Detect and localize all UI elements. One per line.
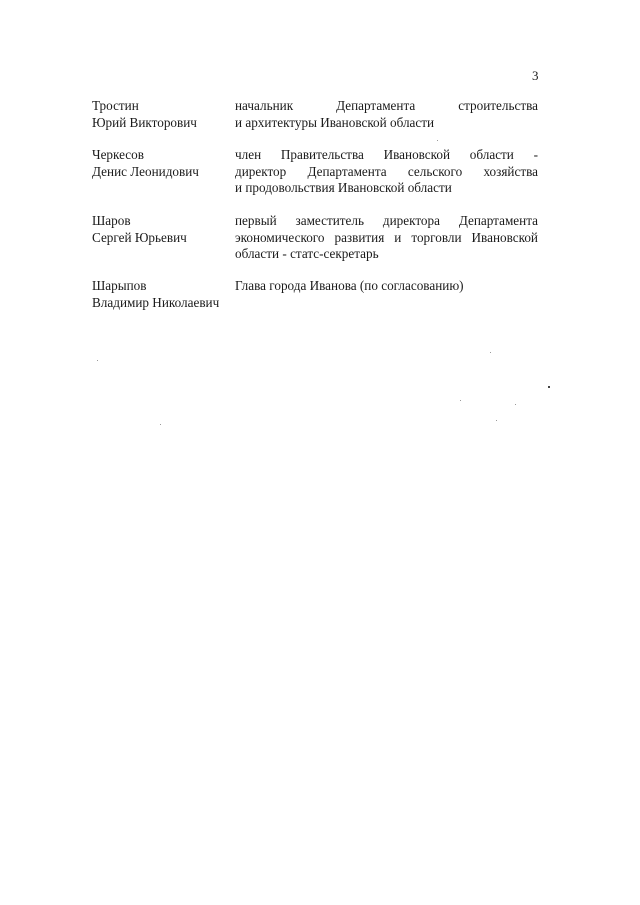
- role-line: и продовольствия Ивановской области: [235, 180, 452, 195]
- scan-speck: [548, 386, 550, 388]
- scan-speck: [160, 424, 161, 425]
- role-line: экономического развития и торговли Ивановской: [235, 229, 538, 245]
- scan-speck: [97, 360, 98, 361]
- member-role: [235, 147, 538, 197]
- role-line: Глава города Иванова (по согласованию): [235, 278, 464, 293]
- role-line: начальник Департамента строительства: [235, 98, 538, 113]
- member-given-names: Сергей Юрьевич: [92, 229, 187, 245]
- scan-speck: [515, 404, 516, 405]
- scan-speck: [460, 400, 461, 401]
- member-surname: Тростин: [92, 98, 139, 113]
- member-given-names: Денис Леонидович: [92, 163, 199, 179]
- member-given-names: Владимир Николаевич: [92, 294, 220, 310]
- member-surname: Черкесов: [92, 147, 144, 162]
- role-line: и архитектуры Ивановской области: [235, 114, 435, 130]
- member-role: [235, 213, 538, 263]
- member-name: [92, 278, 232, 311]
- member-given-names: Юрий Викторович: [92, 114, 197, 130]
- member-name: [92, 213, 232, 246]
- scan-speck: [437, 140, 438, 141]
- member-surname: Шаров: [92, 213, 131, 228]
- scan-speck: [496, 420, 497, 421]
- page-number: 3: [532, 68, 539, 83]
- role-line: член Правительства Ивановской области -: [235, 147, 538, 162]
- member-name: [92, 98, 232, 131]
- member-role: [235, 98, 538, 131]
- role-line: директор Департамента сельского хозяйства: [235, 163, 538, 179]
- scan-speck: [490, 352, 491, 353]
- member-surname: Шарыпов: [92, 278, 147, 293]
- member-name: [92, 147, 232, 180]
- member-role: [235, 278, 538, 295]
- role-line: области - статс-секретарь: [235, 246, 379, 261]
- role-line: первый заместитель директора Департамента: [235, 213, 538, 228]
